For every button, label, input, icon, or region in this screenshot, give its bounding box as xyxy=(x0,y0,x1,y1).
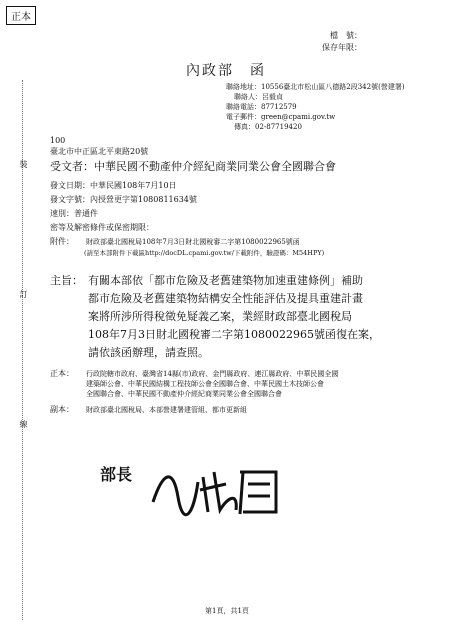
issue-date-label: 發文日期： xyxy=(50,181,90,190)
copy-to-label: 正本： xyxy=(50,369,74,378)
contact-person-label: 聯絡人： xyxy=(234,93,262,101)
address-value: 10556臺北市松山區八德路2段342號(營建署) xyxy=(261,83,405,91)
original-copy-stamp: 正本 xyxy=(6,6,36,25)
cc-label: 副本： xyxy=(50,405,74,414)
copy-to-line-2: 建築師公會、中華民國結構工程技師公會全國聯合會、中華民國土木技師公會 xyxy=(86,380,324,388)
subject-label: 主旨： xyxy=(50,274,83,287)
page-footer: 第1頁，共1頁 xyxy=(205,607,249,615)
subject-line-4: 108年7月3日財北國稅審二字第1080022965號函復在案， xyxy=(88,328,380,341)
recipient-name: 中華民國不動產仲介經紀商業同業公會全國聯合會 xyxy=(94,160,336,173)
subject-line-5: 請依該函辦理，請查照。 xyxy=(88,346,209,359)
attachment-line-1: 財政部臺北國稅局108年7月3日財北國稅審二字第1080022965號函 xyxy=(86,238,300,246)
copy-to-line-3: 全國聯合會、中華民國不動產仲介經紀商業同業公會全國聯合會 xyxy=(86,390,282,398)
fax-label: 傳真： xyxy=(234,123,255,131)
attachment-line-2: (請至本部附件下載區http://docDL.cpami.gov.tw/下載附件，驗證碼：M54HPY) xyxy=(84,249,325,257)
document-number-value: 內授營更字第1080811634號 xyxy=(90,195,197,204)
security-level-label: 密等及解密條件或保密期限： xyxy=(50,223,154,232)
delivery-speed-value: 普通件 xyxy=(74,209,98,218)
archive-number-label: 檔 號： xyxy=(330,31,362,40)
fax-value: 02-87719420 xyxy=(255,123,302,131)
phone-label: 聯絡電話： xyxy=(226,103,261,111)
issue-date-value: 中華民國108年7月10日 xyxy=(90,181,177,190)
document-title: 內政部 函 xyxy=(186,63,266,79)
recipient-address: 臺北市中正區北平東路20號 xyxy=(50,147,149,156)
email-value: green@cpami.gov.tw xyxy=(261,113,336,121)
copy-to-line-1: 行政院轄市政府、臺灣省14縣(市)政府、金門縣政府、連江縣政府、中華民國全國 xyxy=(86,370,339,378)
recipient-label: 受文者： xyxy=(50,160,94,173)
retention-period-label: 保存年限： xyxy=(322,43,362,52)
recipient-zip: 100 xyxy=(50,136,66,145)
delivery-speed-label: 速別： xyxy=(50,209,74,218)
binding-mark-middle: 訂 xyxy=(19,290,28,298)
subject-line-3: 案將所涉所得稅徵免疑義乙案，業經財政部臺北國稅局 xyxy=(88,310,352,323)
phone-value: 87712579 xyxy=(261,103,297,111)
cc-text: 財政部臺北國稅局、本部營建署建管組、都市更新組 xyxy=(86,406,247,414)
minister-signature xyxy=(148,462,288,526)
binding-mark-bottom: 線 xyxy=(19,420,28,428)
email-label: 電子郵件： xyxy=(226,113,261,121)
subject-line-2: 都市危險及老舊建築物結構安全性能評估及提具重建計畫 xyxy=(88,292,363,305)
address-label: 聯絡地址： xyxy=(226,83,261,91)
subject-line-1: 有關本部依「都市危險及老舊建築物加速重建條例」補助 xyxy=(88,274,363,287)
attachment-label: 附件： xyxy=(50,237,74,246)
signature-title: 部長 xyxy=(100,465,133,484)
document-number-label: 發文字號： xyxy=(50,195,90,204)
contact-person-value: 呂毅貞 xyxy=(262,93,283,101)
binding-mark-top: 裝 xyxy=(19,160,28,168)
